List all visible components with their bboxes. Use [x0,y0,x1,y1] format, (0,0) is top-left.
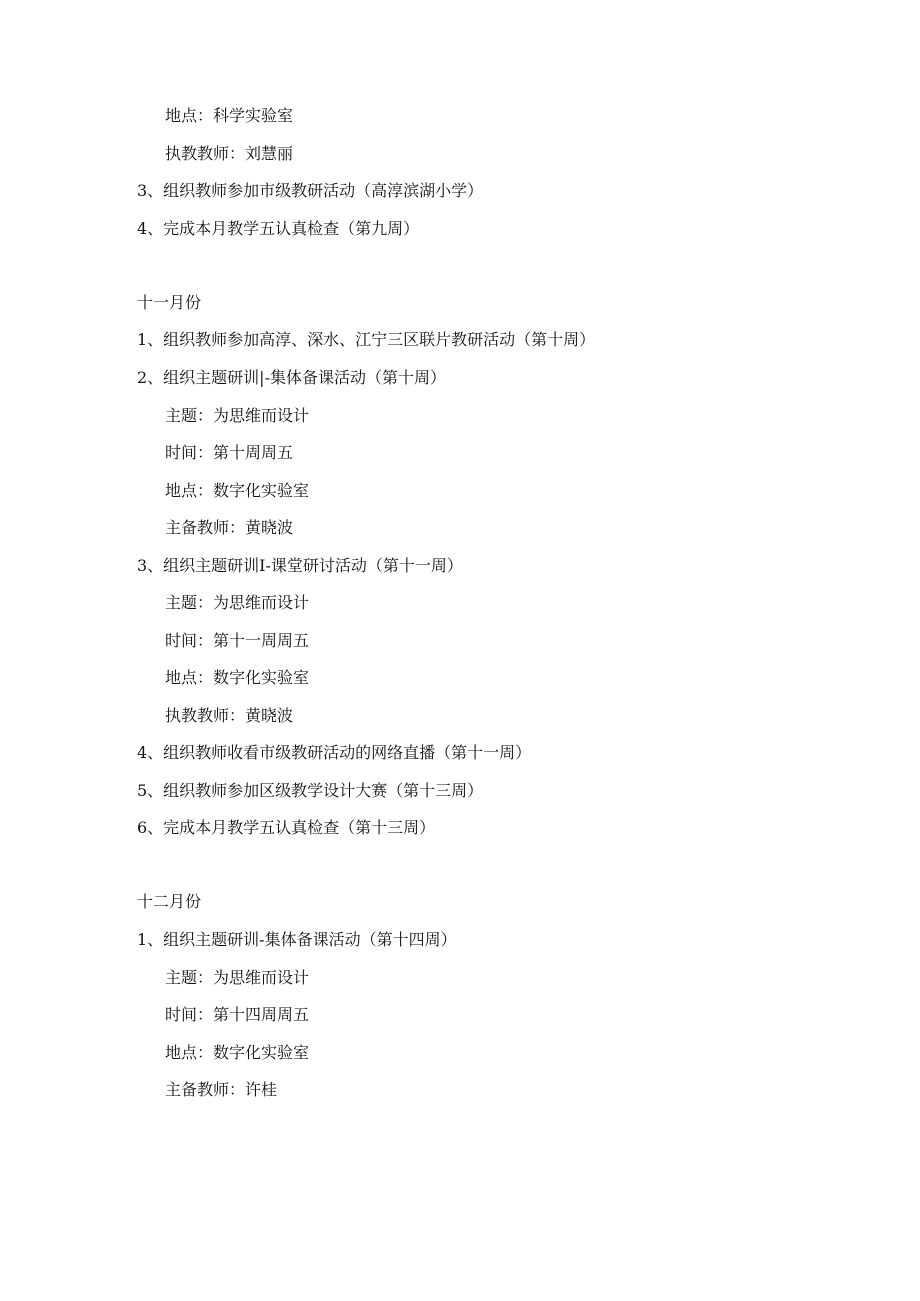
activity-location: 地点：数字化实验室 [165,1043,310,1062]
activity-location: 地点：科学实验室 [165,106,294,125]
list-item: 4、组织教师收看市级教研活动的网络直播（第十一周） [137,743,532,762]
activity-location: 地点：数字化实验室 [165,481,310,500]
list-item: 6、完成本月教学五认真检查（第十三周） [137,818,436,837]
activity-location: 地点：数字化实验室 [165,668,310,687]
month-heading-november: 十一月份 [137,293,202,312]
month-heading-december: 十二月份 [137,892,202,911]
activity-teacher: 执教教师：刘慧丽 [165,144,294,163]
activity-teacher: 主备教师：许桂 [165,1080,278,1099]
activity-teacher: 主备教师：黄晓波 [165,518,294,537]
activity-time: 时间：第十周周五 [165,443,294,462]
list-item: 2、组织主题研训|-集体备课活动（第十周） [137,368,446,387]
activity-time: 时间：第十一周周五 [165,631,310,650]
activity-theme: 主题：为思维而设计 [165,593,310,612]
activity-theme: 主题：为思维而设计 [165,968,310,987]
activity-time: 时间：第十四周周五 [165,1005,310,1024]
list-item: 3、组织教师参加市级教研活动（高淳滨湖小学） [137,181,484,200]
list-item: 1、组织教师参加高淳、深水、江宁三区联片教研活动（第十周） [137,330,596,349]
activity-theme: 主题：为思维而设计 [165,406,310,425]
activity-teacher: 执教教师：黄晓波 [165,706,294,725]
list-item: 5、组织教师参加区级教学设计大赛（第十三周） [137,781,484,800]
list-item: 4、完成本月教学五认真检查（第九周） [137,219,420,238]
list-item: 1、组织主题研训-集体备课活动（第十四周） [137,930,457,949]
list-item: 3、组织主题研训I-课堂研讨活动（第十一周） [137,556,463,575]
